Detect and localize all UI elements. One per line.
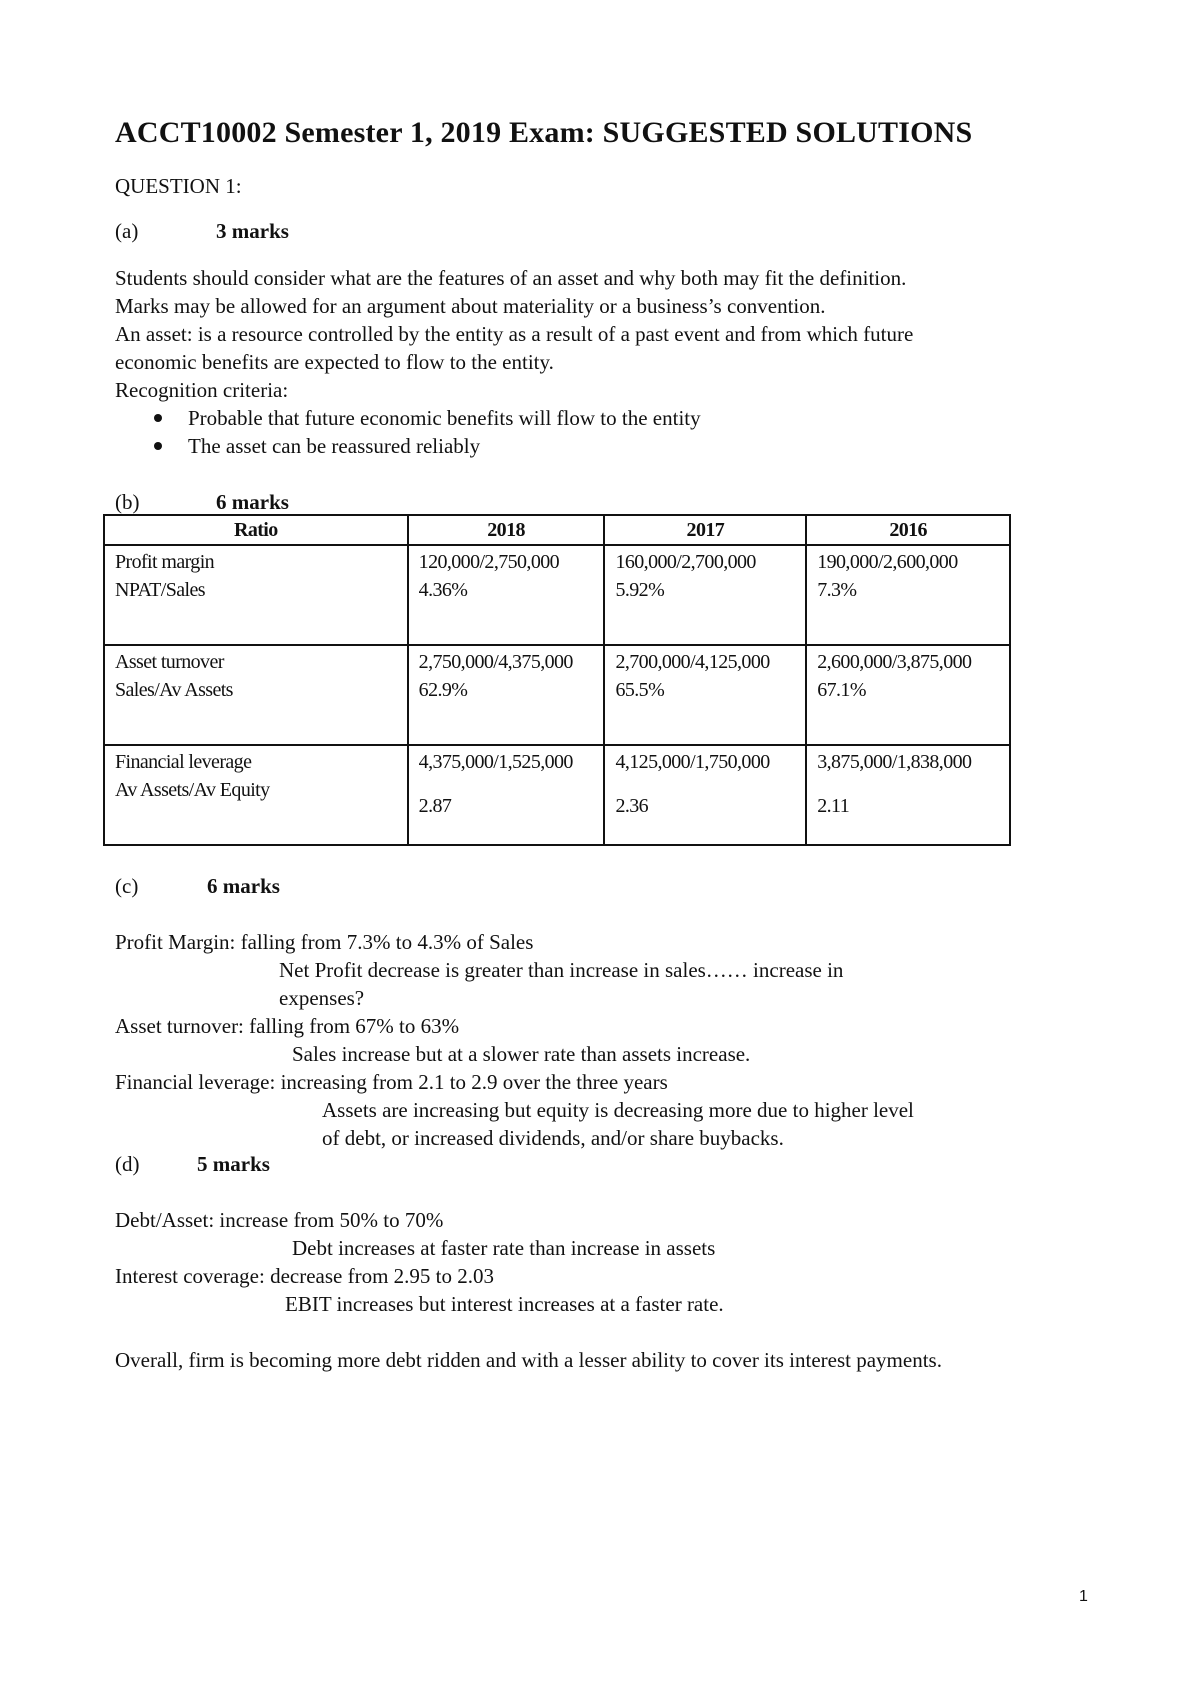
cell-calc: 4,125,000/1,750,000 [615,751,770,773]
overall-conclusion: Overall, firm is becoming more debt ridden and with a lesser ability to cover its interest payments. [115,1348,942,1372]
part-a-line: Recognition criteria: [115,378,289,402]
financial-leverage-note: of debt, or increased dividends, and/or share buybacks. [322,1126,784,1150]
page-number: 1 [1079,1588,1088,1605]
cell-calc: 2,600,000/3,875,000 [817,651,972,673]
part-a-line: Marks may be allowed for an argument about materiality or a business’s convention. [115,294,826,318]
ratio-name: Financial leverage [115,751,252,773]
cell-calc: 120,000/2,750,000 [418,551,560,573]
table-cell [408,545,605,645]
ratio-name: Profit margin [115,551,215,573]
cell-calc: 3,875,000/1,838,000 [817,751,972,773]
recognition-criteria-list [115,404,913,460]
part-a-letter: (a) [115,219,139,243]
column-header: 2017 [604,515,806,545]
interest-coverage-analysis: Interest coverage: decrease from 2.95 to 2.03 [115,1264,495,1288]
table-cell [806,745,1010,845]
ratio-formula: NPAT/Sales [115,579,205,601]
cell-result: 4.36% [418,579,468,601]
part-a-text [115,264,913,460]
list-item [115,432,913,460]
cell-result: 2.87 [418,795,452,817]
table-row [104,745,1010,845]
cell-calc: 160,000/2,700,000 [615,551,756,573]
cell-calc: 190,000/2,600,000 [817,551,958,573]
part-b-marks: 6 marks [216,490,289,514]
part-a-line: economic benefits are expected to flow to the entity. [115,350,554,374]
cell-calc: 2,700,000/4,125,000 [615,651,770,673]
cell-calc: 2,750,000/4,375,000 [418,651,573,673]
part-a-line: An asset: is a resource controlled by the entity as a result of a past event and from which future [115,322,914,346]
list-item-text: The asset can be reassured reliably [188,434,481,458]
question-heading: QUESTION 1: [115,174,242,198]
financial-leverage-analysis: Financial leverage: increasing from 2.1 to 2.9 over the three years [115,1070,668,1094]
table-cell [408,645,605,745]
column-header: Ratio [104,515,408,545]
cell-result: 65.5% [615,679,665,701]
column-header: 2018 [408,515,605,545]
ratio-name-cell [104,545,408,645]
cell-result: 5.92% [615,579,665,601]
debt-asset-analysis: Debt/Asset: increase from 50% to 70% [115,1208,444,1232]
table-cell [806,545,1010,645]
part-a-line: Students should consider what are the features of an asset and why both may fit the definition. [115,266,907,290]
table-row [104,545,1010,645]
table-row [104,645,1010,745]
profit-margin-analysis: Profit Margin: falling from 7.3% to 4.3% of Sales [115,930,534,954]
cell-result: 2.11 [817,795,850,817]
list-item [115,404,913,432]
cell-calc: 4,375,000/1,525,000 [418,751,573,773]
debt-asset-note: Debt increases at faster rate than increase in assets [292,1236,716,1260]
table-cell [806,645,1010,745]
profit-margin-note: expenses? [279,986,365,1010]
cell-result: 7.3% [817,579,857,601]
table-header-row [104,515,1010,545]
part-c-letter: (c) [115,874,139,898]
interest-coverage-note: EBIT increases but interest increases at a faster rate. [285,1292,724,1316]
ratio-name: Asset turnover [115,651,224,673]
page-title: ACCT10002 Semester 1, 2019 Exam: SUGGESTED SOLUTIONS [115,116,973,149]
list-item-text: Probable that future economic benefits will flow to the entity [188,406,701,430]
ratio-name-cell [104,745,408,845]
cell-result: 2.36 [615,795,649,817]
financial-leverage-note: Assets are increasing but equity is decreasing more due to higher level [322,1098,914,1122]
profit-margin-note: Net Profit decrease is greater than increase in sales…… increase in [279,958,844,982]
part-b-letter: (b) [115,490,140,514]
part-c-marks: 6 marks [207,874,280,898]
bullet-icon [154,442,162,450]
table-cell [604,645,806,745]
table-cell [604,545,806,645]
ratio-formula: Sales/Av Assets [115,679,233,701]
table-cell [604,745,806,845]
ratio-formula: Av Assets/Av Equity [115,779,270,801]
cell-result: 67.1% [817,679,866,701]
ratio-table [103,514,1011,846]
table-cell [408,745,605,845]
cell-result: 62.9% [418,679,468,701]
asset-turnover-analysis: Asset turnover: falling from 67% to 63% [115,1014,460,1038]
asset-turnover-note: Sales increase but at a slower rate than assets increase. [292,1042,751,1066]
part-d-letter: (d) [115,1152,140,1176]
part-d-marks: 5 marks [197,1152,270,1176]
column-header: 2016 [806,515,1010,545]
bullet-icon [154,414,162,422]
ratio-name-cell [104,645,408,745]
part-a-marks: 3 marks [216,219,289,243]
